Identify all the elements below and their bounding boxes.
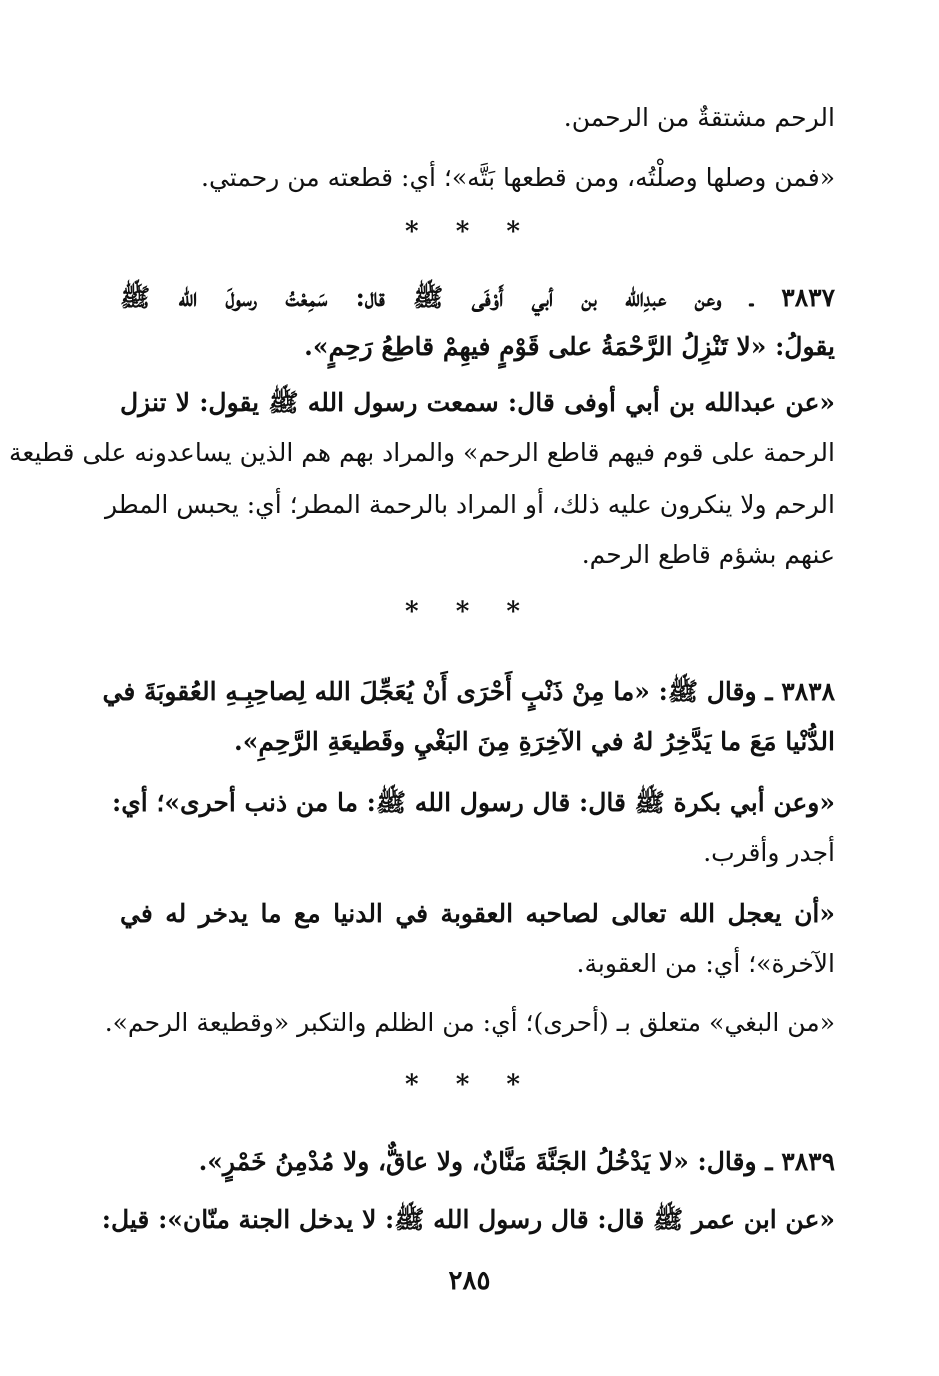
commentary-3838-line-2: أجدر وأقرب. — [703, 838, 835, 867]
section-separator-2: * * * — [405, 597, 534, 627]
commentary-3837-line-2: الرحمة على قوم فيهم قاطع الرحم» والمراد بهم هم الذين يساعدونه على قطيعة — [8, 438, 835, 467]
commentary-3839-line-1: «عن ابن عمر ﷺ قال: قال رسول الله ﷺ: لا يدخل الجنة منّان»: قيل: — [101, 1205, 835, 1234]
hadith-3838-line-2: الدُّنْيا مَعَ ما يَدَّخِرُ لهُ في الآخِرَةِ مِنَ البَغْيِ وقَطيعَةِ الرَّحِمِ». — [234, 727, 835, 756]
page-number: ٢٨٥ — [448, 1266, 491, 1296]
hadith-3838-line-1: ٣٨٣٨ ـ وقال ﷺ: «ما مِنْ ذَنْبٍ أَحْرَى أَنْ يُعَجِّلَ الله لِصاحِبِـهِ العُقوبَةَ في — [102, 677, 835, 706]
hadith-3839-line-1: ٣٨٣٩ ـ وقال: «لا يَدْخُلُ الجَنَّةَ مَنَّانٌ، ولا عاقٌّ، ولا مُدْمِنُ خَمْرٍ». — [198, 1147, 835, 1176]
commentary-3837-line-3: الرحم ولا ينكرون عليه ذلك، أو المراد بالرحمة المطر؛ أي: يحبس المطر — [105, 490, 835, 519]
commentary-3838-line-3: «أن يعجل الله تعالى لصاحبه العقوبة في الدنيا مع ما يدخر له في — [120, 899, 835, 928]
text-line-2: «فمن وصلها وصلْتُه، ومن قطعها بَتَّه»؛ أي: قطعته من رحمتي. — [201, 163, 835, 192]
hadith-3837-line-1: ٣٨٣٧ ـ وعن عبدِالله بن أبي أَوْفَى ﷺ قال: سَمِعْتُ رسولَ الله ﷺ — [120, 283, 835, 312]
commentary-3838-line-5: «من البغي» متعلق بـ (أحرى)؛ أي: من الظلم والتكبر «وقطيعة الرحم». — [104, 1008, 835, 1037]
commentary-3837-line-4: عنهم بشؤم قاطع الرحم. — [581, 540, 835, 569]
hadith-3837-line-2: يقولُ: «لا تَنْزِلُ الرَّحْمَةُ على قَوْمٍ فيهِمْ قاطِعُ رَحِمٍ». — [304, 332, 835, 361]
section-separator-3: * * * — [405, 1070, 534, 1100]
commentary-3838-line-4: الآخرة»؛ أي: من العقوبة. — [576, 949, 835, 978]
commentary-3838-line-1: «وعن أبي بكرة ﷺ قال: قال رسول الله ﷺ: ما من ذنب أحرى»؛ أي: — [112, 788, 835, 817]
text-line-1: الرحم مشتقةٌ من الرحمن. — [563, 103, 835, 132]
section-separator-1: * * * — [405, 217, 534, 247]
commentary-3837-line-1: «عن عبدالله بن أبي أوفى قال: سمعت رسول الله ﷺ يقول: لا تنزل — [120, 388, 835, 417]
